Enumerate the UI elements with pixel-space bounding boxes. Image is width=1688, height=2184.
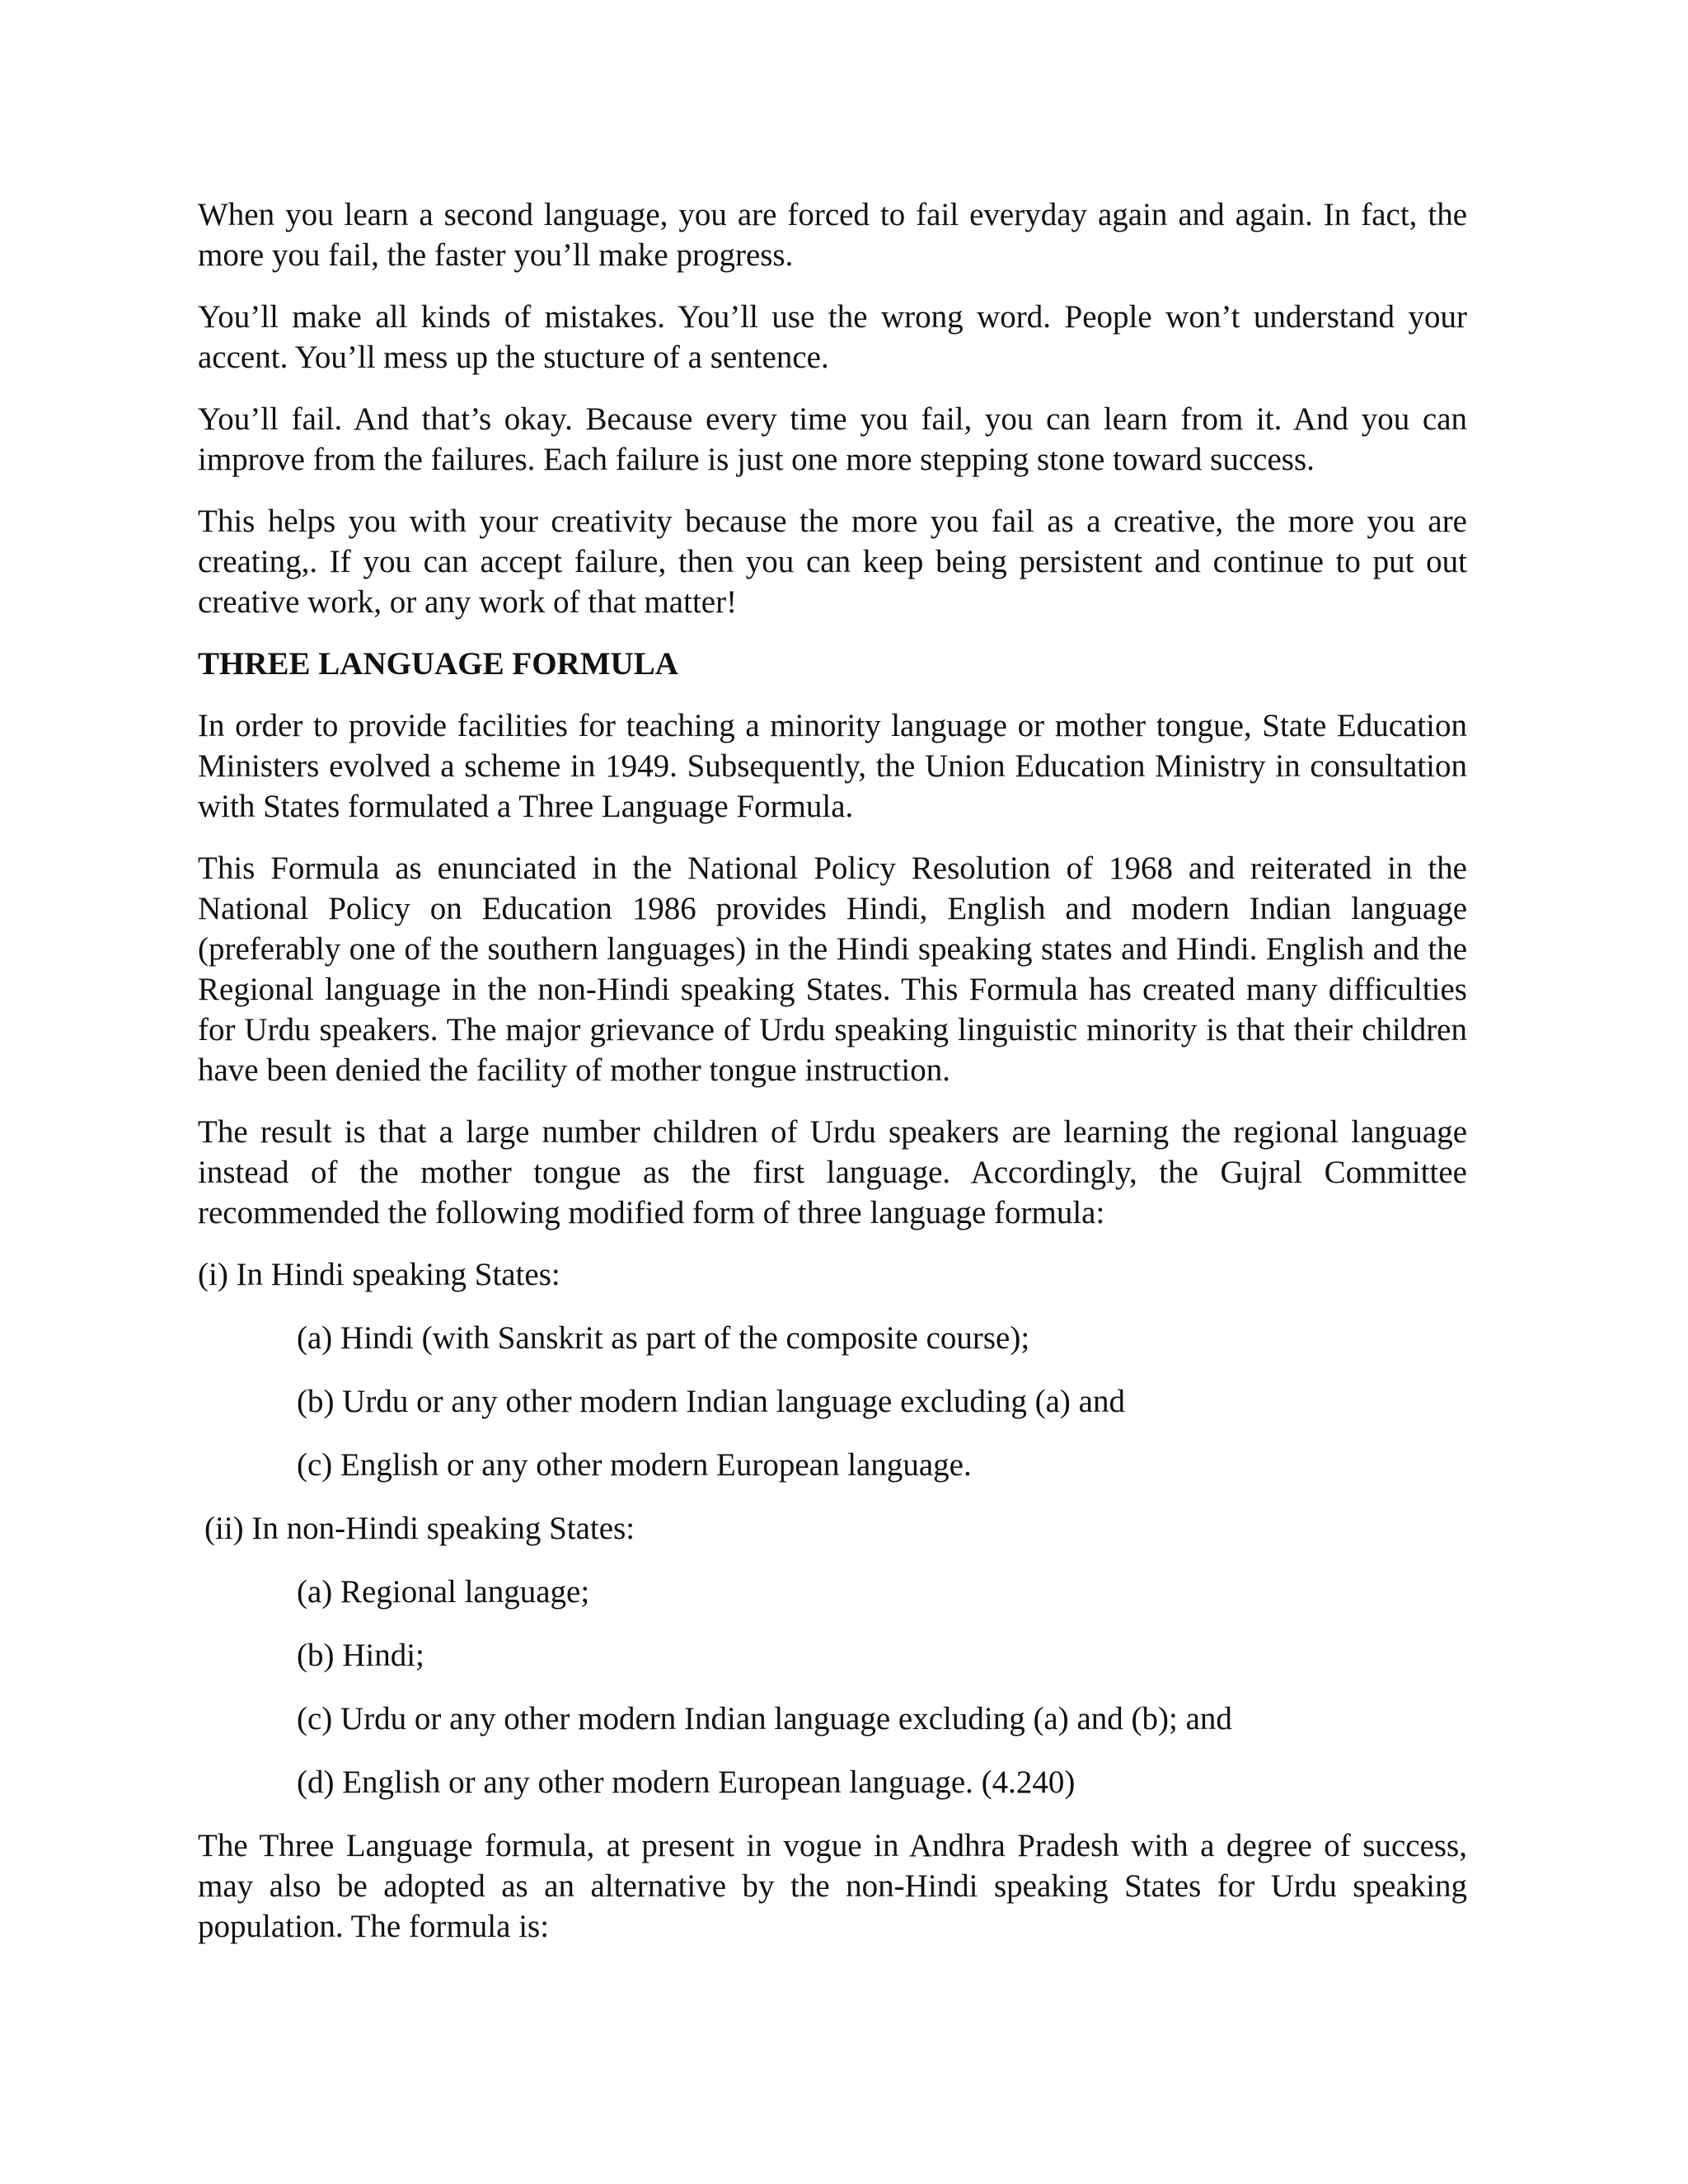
paragraph-failure-okay: You’ll fail. And that’s okay. Because every time you fail, you can learn from it. And you can improve from the failures. Each failure is just one more stepping stone toward success. [198,401,1467,477]
list-item: (c) Urdu or any other modern Indian language excluding (a) and (b); and [297,1701,1232,1736]
paragraph-creativity: This helps you with your creativity because the more you fail as a creative, the more you are creating,. If you can accept failure, then you can keep being persistent and continue to put out creative work, or any work of that matter! [198,504,1467,620]
list-item: (a) Hindi (with Sanskrit as part of the composite course); [297,1320,1030,1356]
paragraph-mistakes: You’ll make all kinds of mistakes. You’ll use the wrong word. People won’t understand your accent. You’ll mess up the stucture of a sentence. [198,299,1467,375]
list-item: (d) English or any other modern European language. (4.240) [297,1765,1076,1800]
list-heading-non-hindi-states: (ii) In non-Hindi speaking States: [204,1511,635,1546]
paragraph-andhra-pradesh: The Three Language formula, at present in vogue in Andhra Pradesh with a degree of success, may also be adopted as an alternative by the non-Hindi speaking States for Urdu speaking population. The formula is: [198,1828,1467,1944]
section-heading: THREE LANGUAGE FORMULA [198,646,678,682]
list-item: (a) Regional language; [297,1574,590,1610]
paragraph-gujral-committee: The result is that a large number children of Urdu speakers are learning the regional language instead of the mother tongue as the first language. Accordingly, the Gujral Committee recommended the following modified form of three language formula: [198,1114,1467,1230]
paragraph-failing-everyday: When you learn a second language, you are forced to fail everyday again and again. In fact, the more you fail, the faster you’ll make progress. [198,197,1467,273]
list-item: (c) English or any other modern European language. [297,1447,972,1483]
list-item: (b) Urdu or any other modern Indian language excluding (a) and [297,1384,1125,1419]
list-heading-hindi-states: (i) In Hindi speaking States: [198,1257,560,1292]
list-item: (b) Hindi; [297,1638,424,1673]
document-page [198,194,1467,1968]
paragraph-scheme-1949: In order to provide facilities for teaching a minority language or mother tongue, State Education Ministers evolved a scheme in 1949. Subsequently, the Union Education Ministry in consultation with States formulated a Three Language Formula. [198,708,1467,824]
paragraph-national-policy: This Formula as enunciated in the National Policy Resolution of 1968 and reiterated in the National Policy on Education 1986 provides Hindi, English and modern Indian language (preferably one of the southern languages) in the Hindi speaking states and Hindi. English and the Regional language in the non-Hindi speaking States. This Formula has created many difficulties for Urdu speakers. The major grievance of Urdu speaking linguistic minority is that their children have been denied the facility of mother tongue instruction. [198,851,1467,1088]
